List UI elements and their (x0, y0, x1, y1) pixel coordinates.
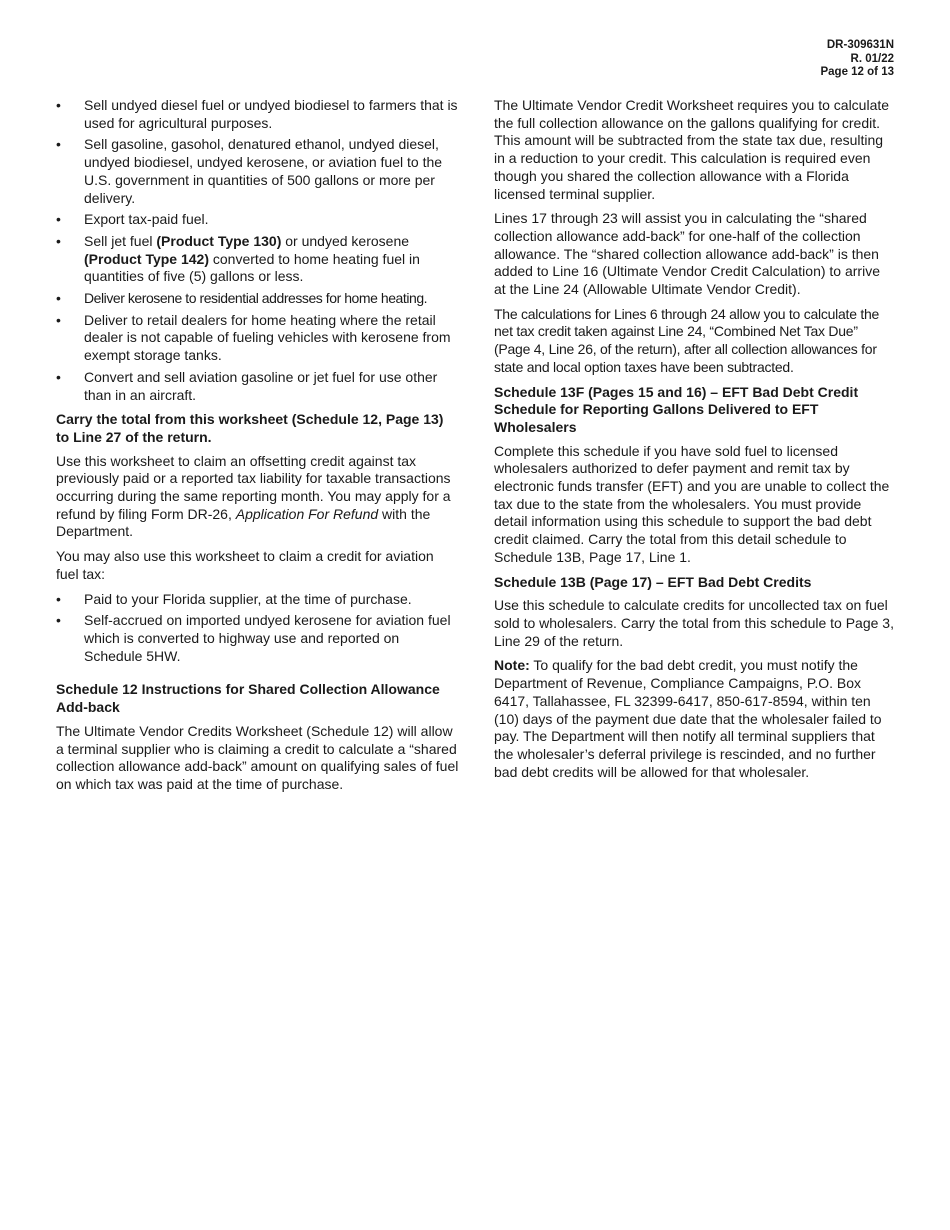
bullet-icon: • (56, 290, 61, 307)
list-item: • Export tax-paid fuel. (56, 211, 209, 228)
note-paragraph: Note: To qualify for the bad debt credit, you must notify the Department of Revenue, Compliance Campaigns, P.O. Box 6417, Tallahassee, FL 32399-6417, 850-617-8594, within ten (10) days of the payment due date that the wholesaler failed to pay. The Department will then notify all terminal suppliers that the wholesaler’s deferral privilege is rescinded, and no further bad debt credits will be allowed for that wholesaler. (494, 657, 882, 780)
schedule-13f-paragraph: Complete this schedule if you have sold fuel to licensed wholesalers authorized to defer payment and remit tax by electronic funds transfer (EFT) and you are unable to collect the tax due to the state from the wholesalers. You must provide detail information using this schedule to support the bad debt credit claimed. Carry the total from this detail schedule to Schedule 13B, Page 17, Line 1. (494, 442, 890, 565)
bullet-icon: • (56, 232, 61, 249)
bullet-icon: • (56, 311, 61, 328)
schedule-12-paragraph: The Ultimate Vendor Credits Worksheet (Schedule 12) will allow a terminal supplier who is claiming a credit to calculate a “shared collection allowance add-back” amount on qualifying sales of fuel on which tax was paid at the time of purchase. (56, 722, 459, 792)
lines-17-23-paragraph: Lines 17 through 23 will assist you in calculating the “shared collection allowance add-back” for one-half of the collection allowance. The “shared collection allowance add-back” is then added to Line 16 (Ultimate Vendor Credit Calculation) to arrive at the Line 24 (Allowable Ultimate Vendor Credit). (494, 210, 880, 298)
form-header (820, 39, 894, 80)
bullet-icon: • (56, 211, 61, 228)
bullet-icon: • (56, 136, 61, 153)
schedule-13f-heading: Schedule 13F (Pages 15 and 16) – EFT Bad Debt Credit Schedule for Reporting Gallons Delivered to EFT Wholesalers (494, 383, 859, 435)
bullet-icon: • (56, 612, 61, 629)
bullet-icon: • (56, 368, 61, 385)
offsetting-credit-paragraph: Use this worksheet to claim an offsetting credit against tax previously paid or a reported tax liability for taxable transactions occurring during the same reporting month. You may apply for a refund by filing Form DR-26, Application For Refund with the Department. (56, 452, 451, 540)
schedule-13b-heading: Schedule 13B (Page 17) – EFT Bad Debt Credits (494, 573, 812, 590)
list-item: • Sell gasoline, gasohol, denatured ethanol, undyed diesel, undyed biodiesel, undyed kerosene, or aviation fuel to the U.S. government in quantities of 500 gallons or more per delivery. (56, 136, 443, 206)
form-revision: R. 01/22 (850, 52, 894, 65)
lines-6-24-paragraph: The calculations for Lines 6 through 24 allow you to calculate the net tax credit taken against Line 24, “Combined Net Tax Due” (Page 4, Line 26, of the return), after all collection allowances for state and local option taxes have been subtracted. (494, 305, 880, 375)
schedule-12-heading: Schedule 12 Instructions for Shared Collection Allowance Add-back (56, 681, 440, 716)
list-item: • Paid to your Florida supplier, at the time of purchase. (56, 590, 412, 607)
carry-total-instruction: Carry the total from this worksheet (Schedule 12, Page 13) to Line 27 of the return. (56, 411, 444, 445)
list-item: • Sell undyed diesel fuel or undyed biodiesel to farmers that is used for agricultural purposes. (56, 97, 458, 131)
list-item: • Self-accrued on imported undyed kerosene for aviation fuel which is converted to highway use and reported on Schedule 5HW. (56, 612, 451, 664)
list-item: • Deliver kerosene to residential addresses for home heating. (56, 290, 428, 307)
page-number: Page 12 of 13 (820, 66, 894, 78)
aviation-list (56, 591, 460, 666)
credit-worksheet-paragraph: The Ultimate Vendor Credit Worksheet requires you to calculate the full collection allowance on the gallons qualifying for credit. This amount will be subtracted from the state tax due, resulting in a reduction to your credit. This calculation is required even though you shared the collection allowance with a Florida licensed terminal supplier. (494, 97, 890, 202)
right-column (494, 97, 894, 788)
schedule-13b-paragraph: Use this schedule to calculate credits for uncollected tax on fuel sold to wholesalers. Carry the total from this schedule to Page 3, Line 29 of the return. (494, 597, 894, 649)
bullet-icon: • (56, 97, 61, 113)
aviation-intro: You may also use this worksheet to claim a credit for aviation fuel tax: (56, 548, 434, 582)
exempt-sales-list (56, 97, 460, 404)
list-item: • Deliver to retail dealers for home heating where the retail dealer is not capable of fueling vehicles with kerosene from exempt storage tanks. (56, 311, 451, 364)
form-number: DR-309631N (826, 39, 894, 51)
list-item: • Convert and sell aviation gasoline or jet fuel for use other than in an aircraft. (56, 368, 438, 403)
left-column (56, 97, 460, 801)
list-item: • Sell jet fuel (Product Type 130) or undyed kerosene (Product Type 142) converted to home heating fuel in quantities of five (5) gallons or less. (56, 232, 420, 285)
bullet-icon: • (56, 590, 61, 607)
